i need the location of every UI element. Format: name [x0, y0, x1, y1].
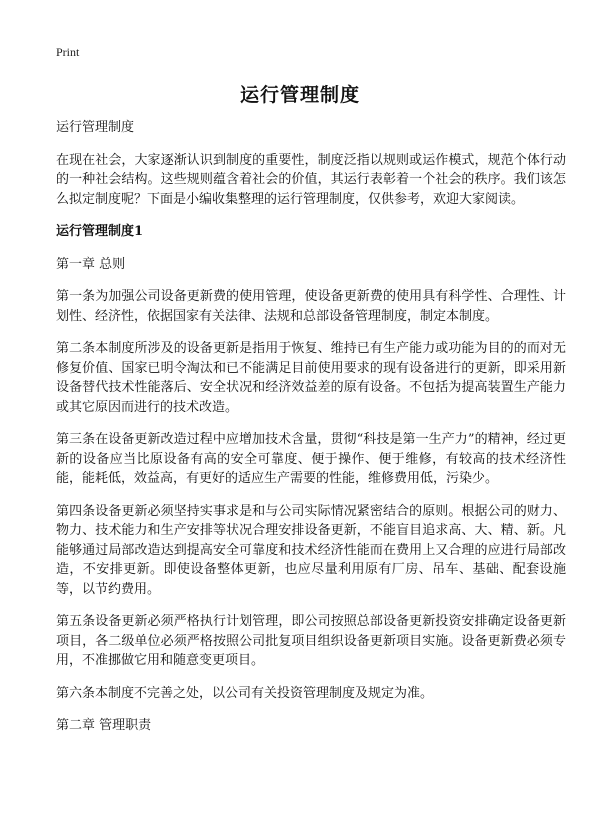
- article-paragraph: 第五条设备更新必须严格执行计划管理，即公司按照总部设备更新投资安排确定设备更新项目，各二级单位必须严格按照公司批复项目组织设备更新项目实施。设备更新费必须专用，不准挪做它用和随意变更项目。: [56, 614, 566, 668]
- subtitle-paragraph: 运行管理制度: [56, 120, 135, 135]
- chapter-heading: 第二章 管理职责: [56, 718, 152, 733]
- article-paragraph: 第一条为加强公司设备更新费的使用管理，使设备更新费的使用具有科学性、合理性、计划性、经济性，依据国家有关法律、法规和总部设备管理制度，制定本制度。: [56, 289, 566, 324]
- document-body: [56, 118, 566, 749]
- document-title: 运行管理制度: [239, 84, 360, 106]
- print-link[interactable]: Print: [56, 45, 80, 59]
- article-paragraph: 第四条设备更新必须坚持实事求是和与公司实际情况紧密结合的原则。根据公司的财力、物力、技术能力和生产安排等状况合理安排设备更新，不能盲目追求高、大、精、新。凡能够通过局部改造达到提高安全可靠度和技术经济性能而在费用上又合理的应进行局部改造，不安排更新。即使设备整体更新，也应尽量利用原有厂房、吊车、基础、配套设施等，以节约费用。: [56, 503, 566, 597]
- section-heading: 运行管理制度1: [56, 224, 144, 239]
- chapter-heading: 第一章 总则: [56, 256, 126, 272]
- intro-paragraph: 在现在社会，大家逐渐认识到制度的重要性，制度泛指以规则或运作模式，规范个体行动的一种社会结构。这些规则蕴含着社会的价值，其运行表彰着一个社会的秩序。我们该怎么拟定制度呢？下面是小编收集整理的运行管理制度，仅供参考，欢迎大家阅读。: [56, 152, 566, 207]
- article-paragraph: 第三条在设备更新改造过程中应增加技术含量，贯彻“科技是第一生产力”的精神，经过更新的设备应当比原设备有高的安全可靠度、便于操作、便于维修，有较高的技术经济性能，能耗低，效益高，有更好的适应生产需要的性能，维修费用低，污染少。: [56, 432, 566, 486]
- article-paragraph: 第二条本制度所涉及的设备更新是指用于恢复、维持已有生产能力或功能为目的的而对无修复价值、国家已明令淘汰和已不能满足目前使用要求的现有设备进行的更新，即采用新设备替代技术性能落后、安全状况和经济效益差的原有设备。不包括为提高装置生产能力或其它原因而进行的技术改造。: [56, 341, 566, 415]
- article-paragraph: 第六条本制度不完善之处，以公司有关投资管理制度及规定为准。: [56, 685, 434, 701]
